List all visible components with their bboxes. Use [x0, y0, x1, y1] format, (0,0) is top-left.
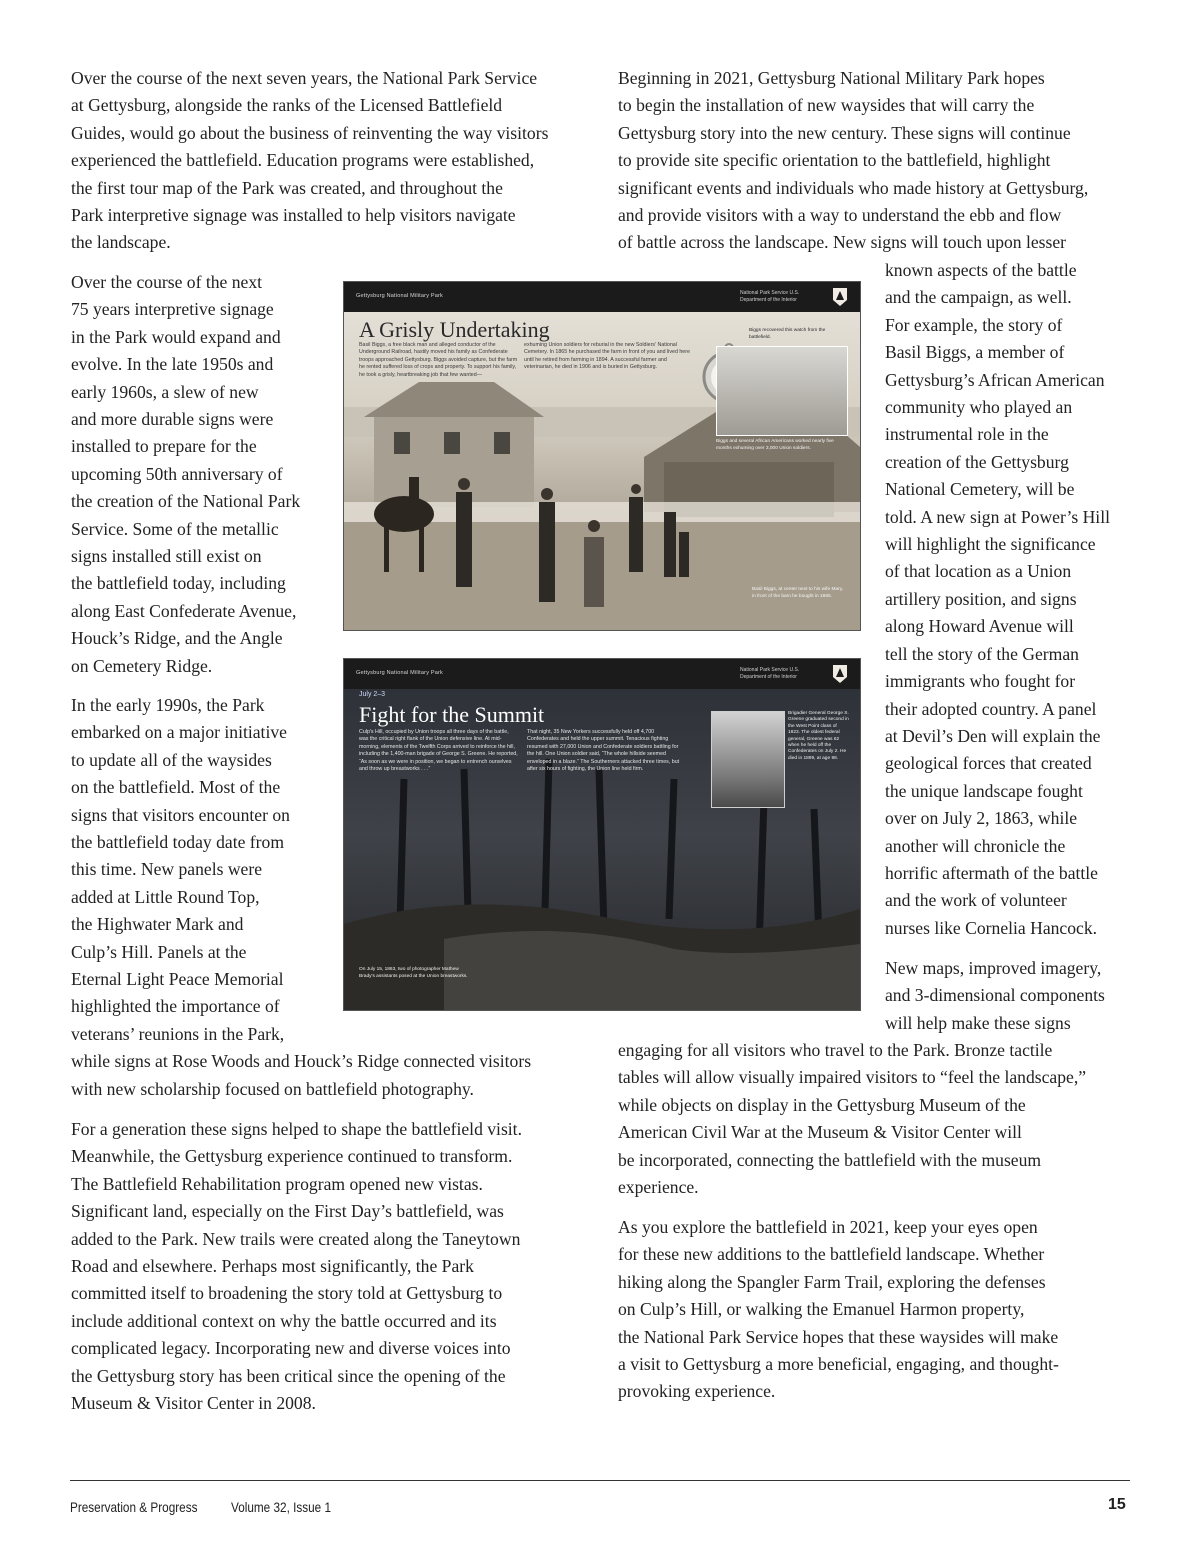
inset-caption: Biggs and several African Americans worked nearly five months exhuming over 3,000 Union soldiers. [716, 439, 834, 451]
bottom-caption: On July 15, 1863, two of photographer Mathew Brady's assistants posed at the Union breastworks. [359, 967, 468, 979]
left-paragraph-1: Over the course of the next seven years, the National Park Service at Gettysburg, alongside the ranks of the Licensed Battlefield Guides, would go about the business of reinventing the way visitors experienced the battlefield. Education programs were established, the first tour map of the Park was created, and throughout the Park interpretive signage was installed to help visitors navigate the landscape. [71, 68, 549, 253]
left-paragraph-2: Over the course of the next 75 years interpretive signage in the Park would expand and evolve. In the late 1950s and early 1960s, a slew of new and more durable signs were installed to prepare for the upcoming 50th anniversary of the creation of the National Park Service. Some of the metallic signs installed still exist on the battlefield today, including along East Confederate Avenue, Houck’s Ridge, and the Angle on Cemetery Ridge. [71, 272, 301, 676]
footer-publication: Preservation & Progress [70, 1499, 198, 1515]
right-paragraph-3: As you explore the battlefield in 2021, keep your eyes open for these new additions to the battlefield landscape. Whether hiking along the Spangler Farm Trail, exploring the defenses on Culp’s Hill, or walking the Emanuel Harmon property, the National Park Service hopes that these waysides will make a visit to Gettysburg a more beneficial, engaging, and thought- provoking experience. [618, 1217, 1059, 1402]
right-paragraph-2-wrap: New maps, improved imagery, and 3-dimensional components will help make these signs [885, 958, 1105, 1033]
panel-blurb-right: That night, 35 New Yorkers successfully held off 4,700 Confederates and held the upper summit. Tenacious fighting resumed with 27,000 Union and Confederate soldiers battling for the hill. One Union soldier said, “The whole hillside seemed enveloped in a blaze.” The Southerners attacked three times, but after six hours of fighting, the Union line held firm. [527, 729, 680, 773]
watch-caption: Biggs recovered this watch from the battlefield. [749, 328, 826, 340]
wayside-panel-grisly-undertaking [343, 281, 861, 631]
left-paragraph-4: For a generation these signs helped to shape the battlefield visit. Meanwhile, the Gettysburg experience continued to transform. The Battlefield Rehabilitation program opened new vistas. Significant land, especially on the First Day’s battlefield, was added to the Park. New trails were created along the Taneytown Road and elsewhere. Perhaps most significantly, the Park committed itself to broadening the story told at Gettysburg to include additional context on why the battle occurred and its complicated legacy. Incorporating new and diverse voices into the Gettysburg story has been critical since the opening of the Museum & Visitor Center in 2008. [71, 1119, 522, 1414]
portrait-caption: Brigadier General George S. Greene graduated second in the West Point class of 1823. The oldest federal general, Greene was 62 when he held off the Confederates on July 2. He died in 1899, at age 98. [788, 711, 849, 761]
right-paragraph-1-wrap: known aspects of the battle and the campaign, as well. For example, the story of Basil Biggs, a member of Gettysburg’s African American community who played an instrumental role in the creation of the Gettysburg National Cemetery, will be told. A new sign at Power’s Hill will highlight the significance of that location as a Union artillery position, and signs along Howard Avenue will tell the story of the German immigrants who fought for their adopted country. A panel at Devil’s Den will explain the geological forces that created the unique landscape fought over on July 2, 1863, while another will chronicle the horrific aftermath of the battle and the work of volunteer nurses like Cornelia Hancock. [885, 260, 1110, 938]
panel-title: Fight for the Summit [359, 702, 545, 727]
nps-arrowhead-logo [832, 664, 848, 684]
panel-date-tag: July 2–3 [359, 691, 386, 698]
footer-issue: Volume 32, Issue 1 [231, 1499, 332, 1515]
nps-arrowhead-logo [832, 287, 848, 307]
bottom-caption: Basil Biggs, at center next to his wife Mary, in front of the barn he bought in 1865. [752, 587, 844, 599]
panel-park-name: Gettysburg National Military Park [356, 670, 443, 676]
right-paragraph-1-top: Beginning in 2021, Gettysburg National Military Park hopes to begin the installation of new waysides that will carry the Gettysburg story into the new century. These signs will continue to provide site specific orientation to the battlefield, highlight significant events and individuals who made history at Gettysburg, and provide visitors with a way to understand the ebb and flow of battle across the landscape. New signs will touch upon lesser [618, 68, 1089, 253]
footer-divider [70, 1480, 1130, 1481]
panel-agency: National Park Service U.S. Department of the Interior [740, 290, 800, 303]
general-greene-portrait [711, 711, 785, 808]
panel-blurb-left: Culp's Hill, occupied by Union troops all three days of the battle, was the critical right flank of the Union defensive line. At mid-morning, elements of the Twelfth Corps arrived to reinforce the hill, including the 1,400-man brigade of George S. Greene. He reported, “As soon as we were in position, we began to entrench ourselves and throw up breastworks . . .” [359, 729, 518, 773]
left-paragraph-3: In the early 1990s, the Park embarked on a major initiative to update all of the waysides on the battlefield. Most of the signs that visitors encounter on the battlefield today date from this time. New panels were added at Little Round Top, the Highwater Mark and Culp’s Hill. Panels at the Eternal Light Peace Memorial highlighted the importance of veterans’ reunions in the Park, while signs at Rose Woods and Houck’s Ridge connected visitors with new scholarship focused on battlefield photography. [71, 695, 532, 1099]
panel-agency: National Park Service U.S. Department of the Interior [740, 667, 800, 680]
panel-title: A Grisly Undertaking [359, 317, 550, 342]
wayside-panel-fight-for-summit [343, 658, 861, 1011]
inset-photograph [716, 346, 848, 436]
panel-blurb-right: exhuming Union soldiers for reburial in the new Soldiers' National Cemetery. In 1865 he purchased the farm in front of you and lived here until he retired from farming in 1894. A successful farmer and veterinarian, he died in 1906 and is buried in Gettysburg. [524, 342, 690, 371]
panel-blurb-left: Basil Biggs, a free black man and alleged conductor of the Underground Railroad, hastily moved his family as Confederate troops approached Gettysburg. Biggs avoided capture, but the farm he rented suffered loss of crops and property. To support his family, he took a grisly, heartbreaking job that few wanted— [359, 342, 518, 378]
panel-header-bar [344, 282, 860, 312]
panel-park-name: Gettysburg National Military Park [356, 293, 443, 299]
page-number: 15 [1108, 1496, 1126, 1513]
right-paragraph-2: engaging for all visitors who travel to the Park. Bronze tactile tables will allow visually impaired visitors to “feel the landscape,” while objects on display in the Gettysburg Museum of the American Civil War at the Museum & Visitor Center will be incorporated, connecting the battlefield with the museum experience. [618, 1040, 1087, 1198]
panel-header-bar [344, 659, 860, 689]
